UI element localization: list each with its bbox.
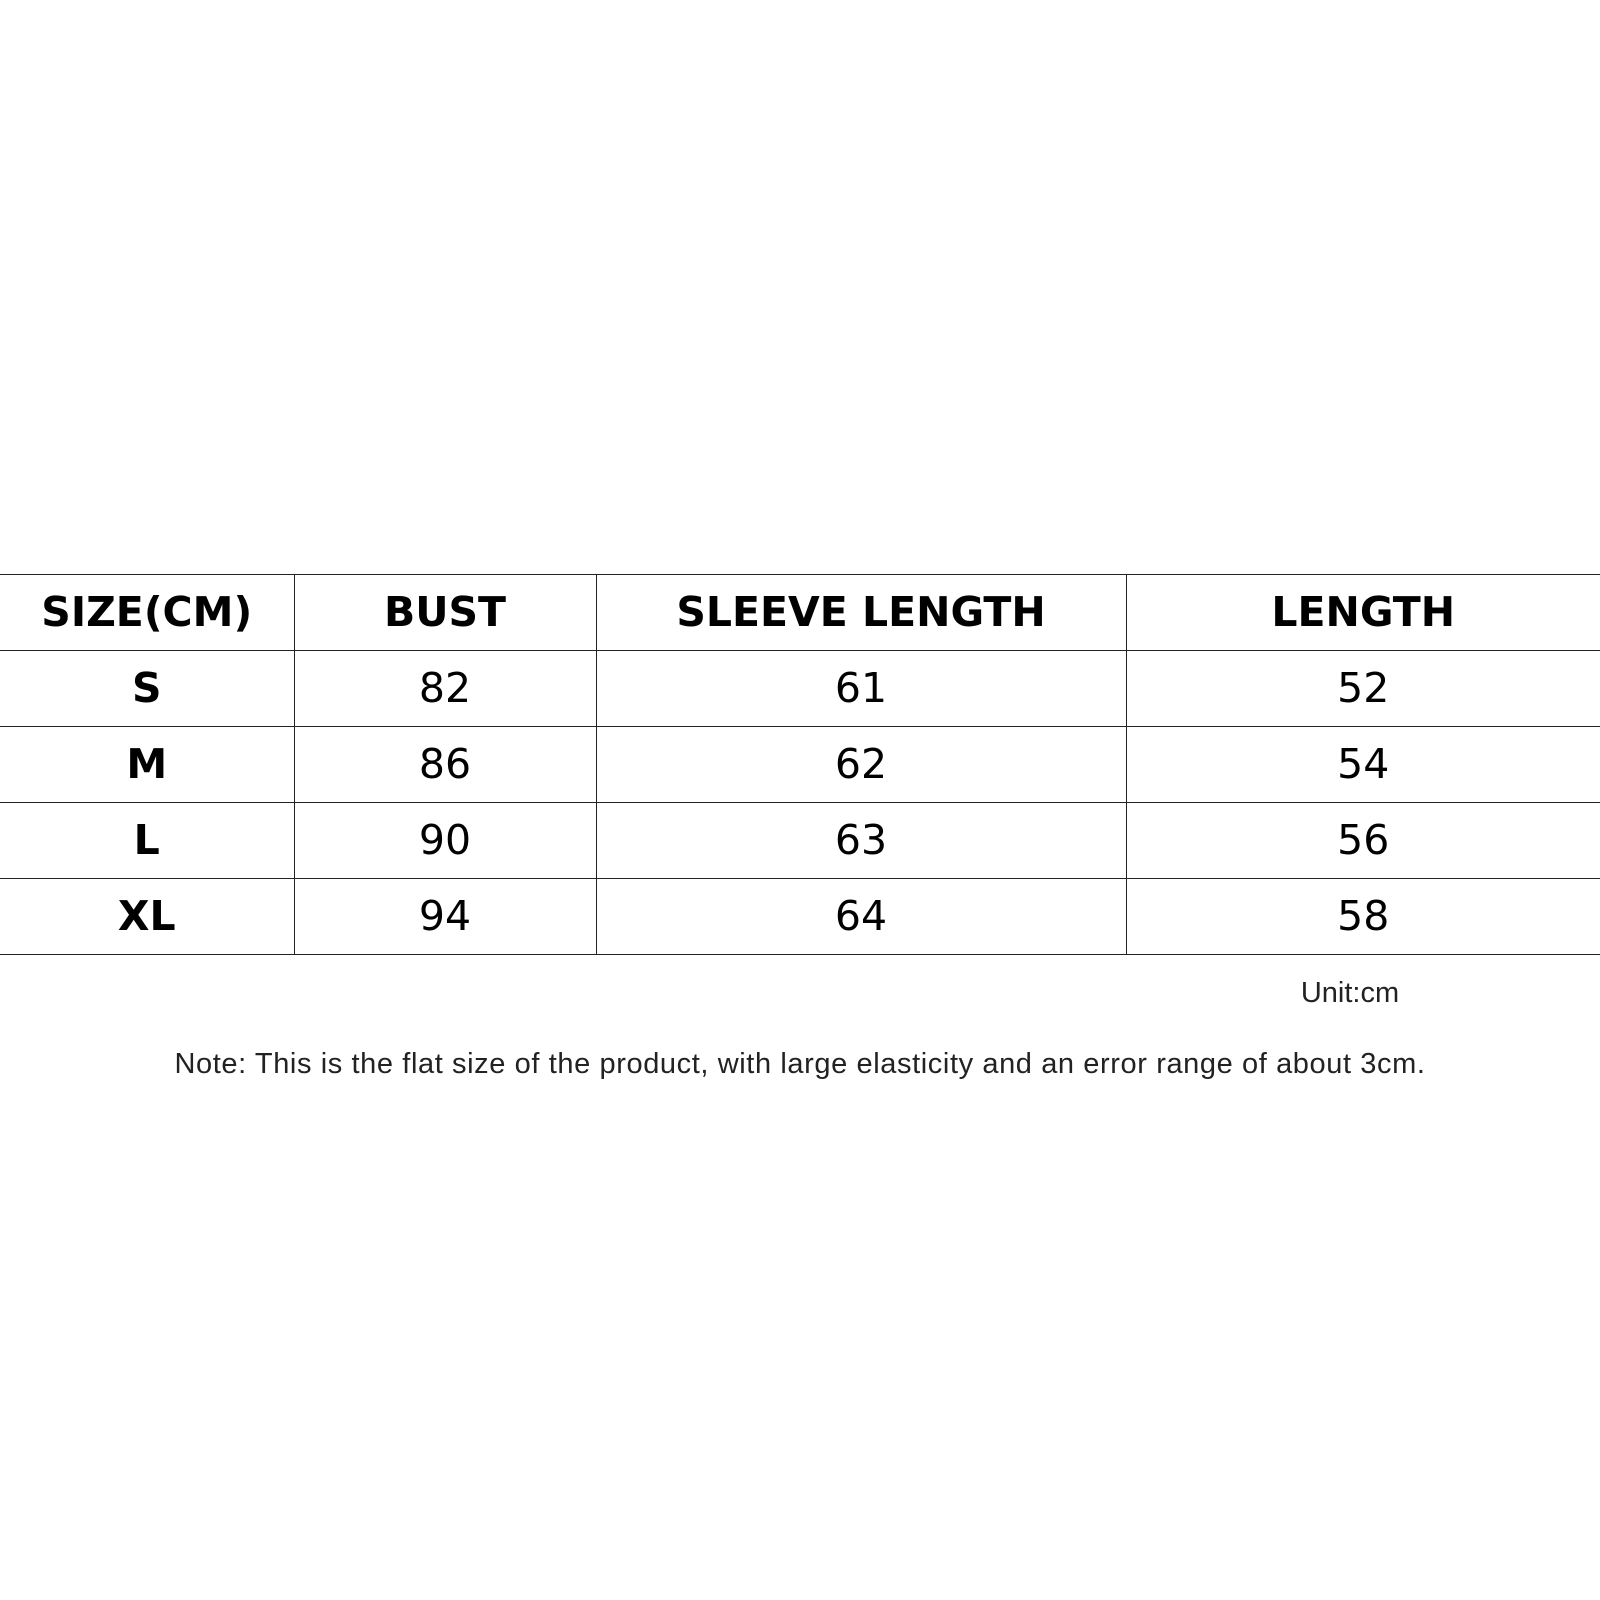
table-row — [0, 651, 1600, 727]
sleeve-length-value: 61 — [596, 651, 1126, 727]
table-row — [0, 727, 1600, 803]
header-sleeve-length: SLEEVE LENGTH — [596, 575, 1126, 651]
header-bust: BUST — [294, 575, 596, 651]
bust-value: 90 — [294, 803, 596, 879]
sleeve-length-value: 62 — [596, 727, 1126, 803]
bust-value: 82 — [294, 651, 596, 727]
bust-value: 94 — [294, 879, 596, 955]
size-label: XL — [0, 879, 294, 955]
unit-note: Unit:cm — [1300, 977, 1400, 1009]
size-chart-table — [0, 574, 1600, 955]
bust-value: 86 — [294, 727, 596, 803]
length-value: 54 — [1126, 727, 1600, 803]
header-length: LENGTH — [1126, 575, 1600, 651]
sleeve-length-value: 63 — [596, 803, 1126, 879]
size-label: S — [0, 651, 294, 727]
length-value: 58 — [1126, 879, 1600, 955]
table-row — [0, 879, 1600, 955]
sleeve-length-value: 64 — [596, 879, 1126, 955]
length-value: 56 — [1126, 803, 1600, 879]
header-size: SIZE(CM) — [0, 575, 294, 651]
table-row — [0, 803, 1600, 879]
length-value: 52 — [1126, 651, 1600, 727]
size-label: M — [0, 727, 294, 803]
measurement-note: Note: This is the flat size of the product, with large elasticity and an error range of about 3cm. — [174, 1048, 1426, 1080]
table-header-row — [0, 575, 1600, 651]
size-label: L — [0, 803, 294, 879]
